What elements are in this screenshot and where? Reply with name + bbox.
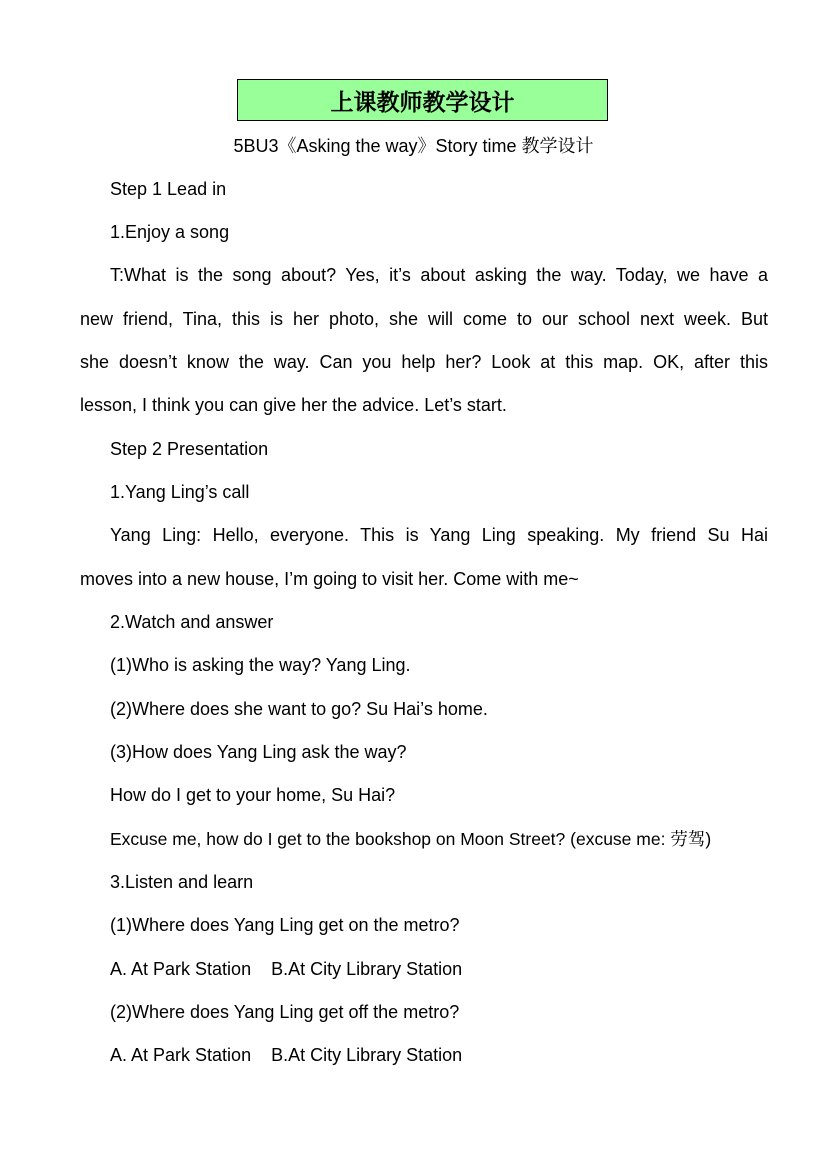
- question-line: (1)Where does Yang Ling get on the metro?: [110, 915, 460, 935]
- step1-paragraph-line: she doesn’t know the way. Can you help her? Look at this map. OK, after this: [80, 352, 768, 372]
- step2-item3: 3.Listen and learn: [110, 872, 254, 892]
- option-a: A. At Park Station: [110, 959, 252, 979]
- question-line: (2)Where does she want to go? Su Hai’s home.: [110, 699, 488, 719]
- step2-item2: 2.Watch and answer: [110, 612, 274, 632]
- call-paragraph-line: moves into a new house, I’m going to visit her. Come with me~: [80, 569, 579, 589]
- option-b: B.At City Library Station: [271, 1045, 463, 1065]
- step2-heading: Step 2 Presentation: [110, 439, 269, 459]
- step1-heading: Step 1 Lead in: [110, 179, 227, 199]
- step1-paragraph-line: new friend, Tina, this is her photo, she will come to our school next week. But: [80, 309, 768, 329]
- options-line: [110, 1041, 462, 1069]
- question-line: (1)Who is asking the way? Yang Ling.: [110, 655, 411, 675]
- question-line: (3)How does Yang Ling ask the way?: [110, 742, 407, 762]
- lesson-subtitle: 5BU3《Asking the way》Story time 教学设计: [233, 136, 594, 156]
- answer-line: Excuse me, how do I get to the bookshop on Moon Street? (excuse me: 劳驾): [110, 829, 712, 849]
- step1-paragraph-line: lesson, I think you can give her the advice. Let’s start.: [80, 395, 507, 415]
- page-title: 上课教师教学设计: [237, 79, 608, 121]
- call-paragraph-line: Yang Ling: Hello, everyone. This is Yang Ling speaking. My friend Su Hai: [110, 525, 768, 545]
- question-line: (2)Where does Yang Ling get off the metro?: [110, 1002, 460, 1022]
- answer-line: How do I get to your home, Su Hai?: [110, 785, 396, 805]
- option-b: B.At City Library Station: [271, 959, 463, 979]
- step1-item1: 1.Enjoy a song: [110, 222, 230, 242]
- options-line: [110, 955, 462, 983]
- step2-item1: 1.Yang Ling’s call: [110, 482, 250, 502]
- option-a: A. At Park Station: [110, 1045, 252, 1065]
- step1-paragraph-line: T:What is the song about? Yes, it’s about asking the way. Today, we have a: [110, 265, 768, 285]
